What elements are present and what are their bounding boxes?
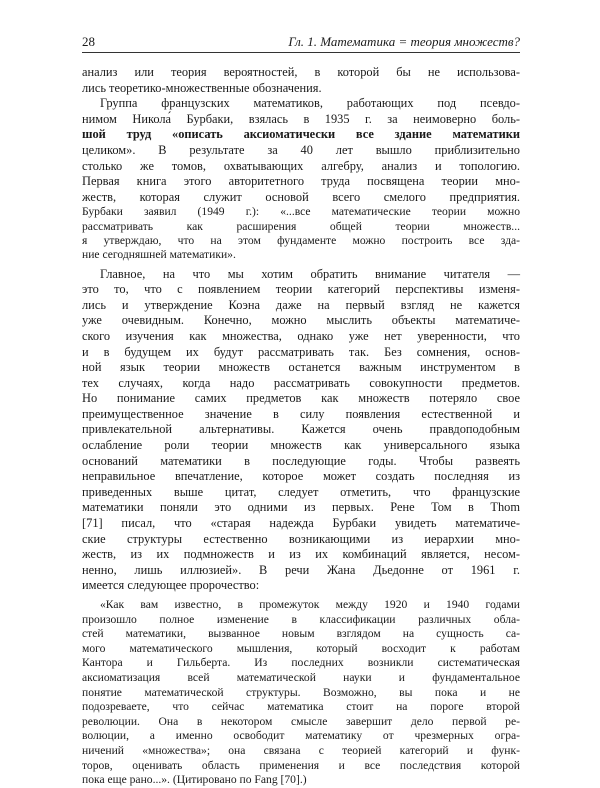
text-line: пока еще рано...». (Цитировано по Fang [70].) (82, 773, 307, 787)
paragraph-2 (82, 96, 520, 262)
page-number: 28 (82, 34, 95, 49)
text-line: тех случаях, когда надо рассматривать совокупности предметов. (82, 375, 520, 390)
text-line: стей математики, вызванное новым взглядом на сущность са- (82, 627, 520, 641)
text-line: «Как вам известно, в промежуток между 1920 и 1940 годами (100, 598, 520, 611)
text-line: лись теоретико-множественные обозначения. (82, 80, 322, 95)
text-line: ослабление роли теории множеств как универсального языка (82, 438, 520, 453)
text-line: нимом Никола́ Бурбаки, взялась в 1935 г. за неимоверно боль- (82, 111, 520, 126)
text-line: подозреваете, что сейчас математика стоит на пороге второй (82, 700, 520, 714)
text-line: волюции, а именно освободит математику от чрезмерных огра- (82, 729, 520, 743)
book-page (82, 34, 520, 788)
text-line: Бурбаки заявил (1949 г.): «...все математические теории можно (82, 205, 520, 219)
text-line: [71] писал, что «старая надежда Бурбаки увидеть математиче- (82, 516, 520, 531)
text-line: ние сегодняшней математики». (82, 248, 236, 262)
page-header (82, 34, 520, 50)
text-line: шой труд «описать аксиоматически все здание математики (82, 127, 520, 142)
text-line: ничений «множества»; она связана с теорией категорий и функ- (82, 743, 520, 757)
header-rule (82, 52, 520, 53)
text-line: Но понимание самих предметов как множеств потеряло свое (82, 391, 520, 406)
text-line: понятие математической структуры. Возможно, вы пока и не (82, 685, 520, 699)
paragraph-1 (82, 65, 520, 96)
text-line: столько же томов, охватывающих алгебру, анализ и топологию. (82, 158, 520, 173)
paragraph-3 (82, 267, 520, 594)
text-line: и в будущем их будут рассматривать так. Без сомнения, основ- (82, 344, 520, 359)
text-line: мого математического мышления, который восходит к работам (82, 641, 520, 655)
text-line: жеств, которая служит основой всего смелого предприятия. (82, 189, 520, 204)
text-line: жеств, из их подмножеств и из их комбинаций является, несом- (82, 547, 520, 562)
text-line: торов, оценивать область применения и все последствия которой (82, 758, 520, 772)
text-line: преимущественное значение в силу появления естественной и (82, 406, 520, 421)
text-line: оснований математики в последующие годы. Чтобы развеять (82, 453, 520, 468)
text-line: математики поняли это одними из первых. Рене Том в Thom (82, 500, 520, 515)
text-line: рассматривать как расширения общей теории множеств... (82, 219, 520, 233)
text-line: ной язык теории множеств останется важным инструментом в (82, 360, 520, 375)
text-line: уже очевидным. Конечно, можно мыслить объекты математиче- (82, 313, 520, 328)
dieudonne-quote (82, 598, 520, 788)
text-line: Главное, на что мы хотим обратить внимание читателя — (100, 266, 520, 281)
text-line: неправильное впечатление, которое может создать последняя из (82, 469, 520, 484)
text-line: Первая книга этого авторитетного труда посвящена теории мно- (82, 174, 520, 189)
text-line: Группа французских математиков, работающих под псевдо- (100, 96, 520, 111)
text-line: это то, что с появлением теории категорий перспективы изменя- (82, 282, 520, 297)
text-line: привлекательной альтернативы. Кажется очень правдоподобным (82, 422, 520, 437)
text-line: ненно, лишь иллюзией». В речи Жана Дьедонне от 1961 г. (82, 562, 520, 577)
text-line: аксиоматизация всей математической науки и фундаментальное (82, 670, 520, 684)
text-line: ские структуры естественно возникающими из иерархии мно- (82, 531, 520, 546)
text-line: анализ или теория вероятностей, в которой бы не использова- (82, 65, 520, 79)
running-title: Гл. 1. Математика = теория множеств? (288, 34, 520, 49)
text-line: революции. Она в некотором смысле завершит дело первой ре- (82, 714, 520, 728)
page-body (82, 65, 520, 788)
text-line: ского изучения как множества, однако уже нет уверенности, что (82, 328, 520, 343)
text-line: имеется следующее пророчество: (82, 578, 260, 593)
text-line: целиком». В результате за 40 лет вышло приблизительно (82, 142, 520, 157)
text-line: Кантора и Гильберта. Из последних возникли систематическая (82, 656, 520, 670)
text-line: я утверждаю, что на этом фундаменте можно построить все зда- (82, 233, 520, 247)
text-line: произошло полное изменение в классификации различных обла- (82, 612, 520, 626)
text-line: лись и утверждение Коэна даже на первый взгляд не кажется (82, 297, 520, 312)
text-line: приведенных выше цитат, следует отметить, что французские (82, 484, 520, 499)
